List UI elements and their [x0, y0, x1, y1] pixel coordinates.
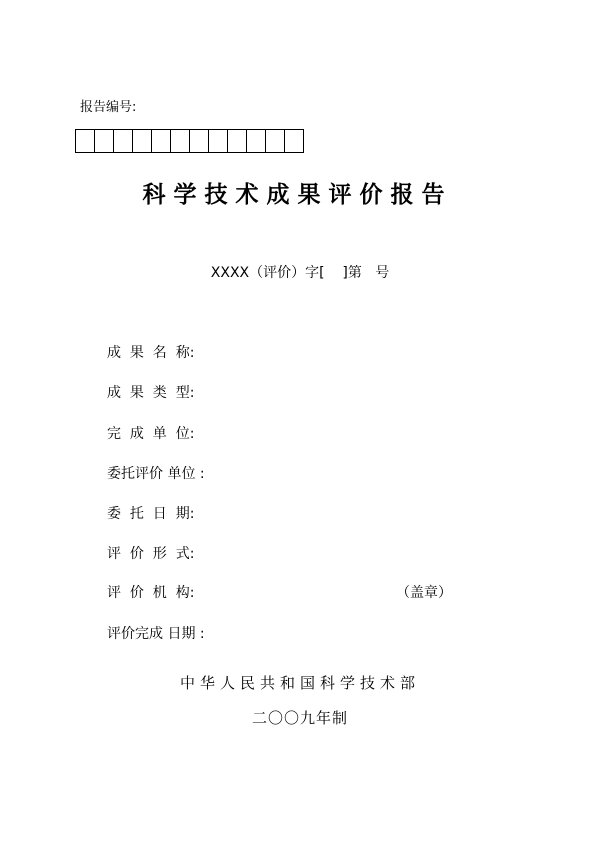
report-number-box — [75, 129, 95, 153]
report-number-box — [151, 129, 171, 153]
field-label-commissioning-unit: 委托评价 单位 : — [107, 466, 205, 482]
report-number-box — [189, 129, 209, 153]
report-number-box — [284, 129, 304, 153]
report-number-box — [113, 129, 133, 153]
field-label-completing-unit: 完 成 单 位: — [107, 426, 195, 442]
issue-year: 二〇〇九年制 — [251, 709, 348, 727]
field-label-achievement-name: 成 果 名 称: — [107, 345, 195, 361]
field-label-evaluation-agency: 评 价 机 构: — [107, 585, 195, 601]
seal-note: （盖章） — [396, 585, 452, 601]
field-label-achievement-type: 成 果 类 型: — [107, 385, 195, 401]
report-number-box — [94, 129, 114, 153]
document-number: XXXX（评价）字[ ]第 号 — [210, 265, 390, 281]
field-label-commission-date: 委 托 日 期: — [107, 506, 195, 522]
report-number-box — [208, 129, 228, 153]
report-number-box — [170, 129, 190, 153]
report-number-box — [132, 129, 152, 153]
report-number-label: 报告编号: — [80, 100, 137, 115]
report-number-box — [246, 129, 266, 153]
field-label-completion-date: 评价完成 日期 : — [107, 626, 205, 642]
field-label-evaluation-form: 评 价 形 式: — [107, 546, 195, 562]
issuing-authority: 中华人民共和国科学技术部 — [179, 674, 420, 692]
report-number-box — [227, 129, 247, 153]
document-title: 科学技术成果评价报告 — [142, 182, 453, 208]
report-number-boxes — [75, 129, 303, 153]
report-number-box — [265, 129, 285, 153]
